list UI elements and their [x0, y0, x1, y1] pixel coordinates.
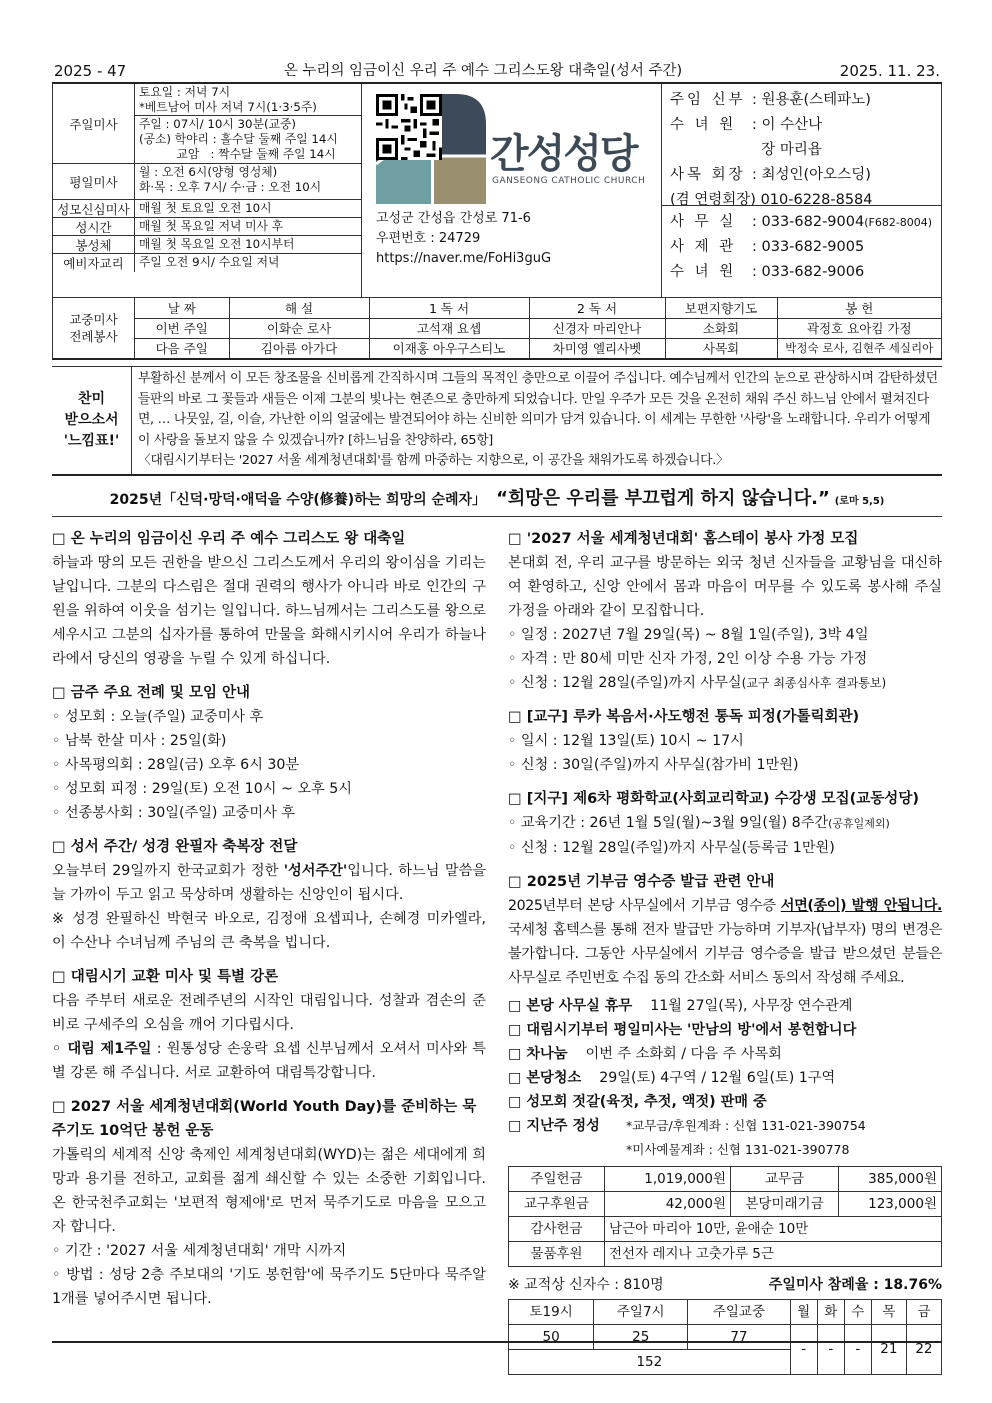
table-cell: 소화회	[665, 318, 777, 338]
issue-number: 2025 - 47	[54, 62, 127, 80]
section-body: 다음 주부터 새로운 전례주년의 시작인 대림입니다. 성찰과 겸손의 준비로 구세주의 오심을 깨어 기다립시다.	[52, 992, 486, 1033]
table-header: 해 설	[229, 298, 369, 318]
contact-label: 사 제 관	[670, 239, 737, 255]
weekday-mass-label: 평일미사	[53, 164, 135, 199]
schedule-value: 매월 첫 목요일 저녁 미사 후	[139, 219, 284, 233]
praise-text: 부활하신 분께서 이 모든 창조물을 신비롭게 간직하시며 그들의 목적인 충만으로 이끌어 주십니다. 예수님께서 인간의 눈으로 관상하시며 감탄하셨던 들판의 바로 그 꽃들과 새들은 이제 그분의 빛나는 현존으로 충만하게 되었습니다. 만일 우주가 모든 것을 온전히 채워 주신 하느님 안에서 펼쳐진다면, … 나뭇잎, 길, 이슬, 가난한 이의 얼굴에는 발견되어야 하는 신비한 의미가 담겨 있습니다. 이 세계는 무한한 '사랑'을 노래합니다. 우리가 어떻게 이 사랑을 돌보지 않을 수 있겠습니까? [하느님을 찬양하라, 65항]	[138, 371, 938, 448]
bulletin-date: 2025. 11. 23.	[839, 62, 940, 80]
table-cell: 주일헌금	[509, 1166, 605, 1191]
table-header: 토19시	[509, 1299, 594, 1324]
staff-name: 장 마리욥	[752, 142, 822, 158]
table-cell: 전선자 레지나 고춧가루 5근	[605, 1241, 942, 1266]
table-cell: -	[790, 1324, 817, 1374]
council-phone: (겸 연령회장) 010-6228-8584	[670, 192, 873, 208]
table-cell: 152	[509, 1349, 791, 1374]
liturgy-label: 교중미사	[69, 312, 118, 327]
table-cell: 25	[594, 1324, 688, 1349]
section-title: □ 성서 주간/ 성경 완필자 축복장 전달	[52, 838, 298, 855]
schedule-label: 성시간	[53, 218, 135, 235]
table-header: 2 독 서	[529, 298, 665, 318]
table-header: 날 짜	[135, 298, 229, 318]
left-column	[52, 527, 486, 1375]
bible-week-bold: '성서주간'	[283, 862, 348, 879]
weekday-mass: 화·목 : 오후 7시/ 수·금 : 오전 10시	[139, 180, 322, 194]
table-cell: -	[817, 1324, 844, 1374]
notice-title: □ 차나눔	[508, 1045, 568, 1062]
sunday-mass-label: 주일미사	[53, 84, 135, 163]
mission-gyoam: 교암 : 짝수달 둘째 주일 14시	[139, 147, 336, 161]
table-row	[509, 1324, 942, 1349]
table-cell: 사목회	[665, 338, 777, 358]
schedule-value: 주일 오전 9시/ 수요일 저녁	[139, 255, 280, 269]
notice-title: □ 본당청소	[508, 1069, 582, 1086]
sat-mass: 토요일 : 저녁 7시	[139, 85, 231, 99]
section-body: 가톨릭의 세계적 신앙 축제인 세계청년대회(WYD)는 젊은 세대에게 희망과 용기를 전하고, 교회를 젊게 쇄신할 수 있는 소중한 기회입니다. 온 한국천주교회는 '보편적 형제애'로 먼저 묵주기도로 마음을 모으고자 합니다.	[52, 1146, 486, 1235]
staff-role: 수 녀 원	[670, 117, 737, 133]
notice-title: □ 성모회 젓갈(육젓, 추젓, 액젓) 판매 중	[508, 1093, 767, 1110]
account-number: *미사예물계좌 : 신협 131-021-390778	[626, 1141, 850, 1157]
table-cell: 고석재 요셉	[369, 318, 529, 338]
table-cell: 교무금	[731, 1166, 839, 1191]
section-body: 하늘과 땅의 모든 권한을 받으신 그리스도께서 우리의 왕이심을 기리는 날입니다. 그분의 다스림은 절대 권력의 행사가 아니라 바로 인간의 구원을 위하여 이웃을 섬기는 일입니다. 하느님께서는 그리스도를 왕으로 세우시고 그분의 십자가를 통하여 만물을 화해시키시어 우리가 하늘나라에서 당신의 영광을 누릴 수 있게 하십니다.	[52, 554, 486, 667]
qr-code-icon[interactable]	[376, 94, 442, 160]
table-row	[509, 1166, 942, 1191]
liturgy-label: 전례봉사	[69, 329, 118, 344]
notice-title: □ 지난주 정성	[508, 1117, 600, 1134]
list-item: ◦ 교육기간 : 26년 1월 5일(월)~3월 9일(월) 8주간	[508, 814, 829, 831]
banner-ref: (로마 5,5)	[834, 495, 885, 507]
table-row	[509, 1241, 942, 1266]
table-header: 수	[844, 1299, 871, 1324]
table-cell: 곽정호 요아킴 가정	[777, 318, 942, 338]
table-cell: 차미영 엘리사벳	[529, 338, 665, 358]
banner-quote: “희망은 우리를 부끄럽게 하지 않습니다.”	[496, 487, 830, 509]
section-body: 2025년부터 본당 사무실에서 기부금 영수증	[508, 897, 781, 914]
table-cell: 42,000원	[605, 1191, 731, 1216]
section-title: □ [지구] 제6차 평화학교(사회교리학교) 수강생 모집(교동성당)	[508, 790, 919, 807]
praise-label: 받으소서	[64, 411, 119, 428]
list-item: ◦ 신청 : 12월 28일(주일)까지 사무실	[508, 674, 742, 691]
section-body: : 원통성당 손웅락 요셉 신부님께서 오셔서 미사와 특별 강론 해 주십니다. 서로 교환하여 대림특강합니다.	[52, 1040, 486, 1081]
table-cell: 교구후원금	[509, 1191, 605, 1216]
list-item: ◦ 성모회 : 오늘(주일) 교중미사 후	[52, 708, 264, 725]
registered-members: ※ 교적상 신자수 : 810명	[508, 1276, 664, 1293]
bulletin-page	[52, 58, 942, 1375]
table-cell: 감사헌금	[509, 1216, 605, 1241]
table-cell: -	[844, 1324, 871, 1374]
table-header: 주일교중	[688, 1299, 790, 1324]
table-cell: 385,000원	[839, 1166, 942, 1191]
contact-label: 사 무 실	[670, 214, 737, 230]
schedule-label: 성모신심미사	[53, 200, 135, 217]
convent-phone[interactable]: : 033-682-9006	[752, 264, 865, 280]
table-cell: 이번 주일	[135, 318, 229, 338]
list-item: ◦ 신청 : 30일(주일)까지 사무실(참가비 1만원)	[508, 756, 799, 773]
praise-label: 찬미	[77, 390, 106, 407]
table-header: 목	[871, 1299, 906, 1324]
table-cell: 남근아 마리아 10만, 윤애순 10만	[605, 1216, 942, 1241]
sunday-mass-times: 주일 : 07시/ 10시 30분(교중)	[139, 117, 296, 131]
schedule-label: 예비자교리	[53, 254, 135, 272]
banner-theme: 2025년「신덕·망덕·애덕을 수양(修養)하는 희망의 순례자」	[109, 491, 487, 508]
notice-title: □ 본당 사무실 휴무	[508, 997, 633, 1014]
table-header: 보편지향기도	[665, 298, 777, 318]
church-logo-block	[362, 84, 662, 297]
section-body: 오늘부터 29일까지 한국교회가 정한	[52, 862, 284, 879]
liturgy-duty-table	[52, 298, 942, 360]
section-title: □ '2027 서울 세계청년대회' 홈스테이 봉사 가정 모집	[508, 530, 859, 547]
rectory-phone[interactable]: : 033-682-9005	[752, 239, 865, 255]
vietnamese-mass: *베트남어 미사 저녁 7시(1·3·5주)	[139, 100, 317, 114]
table-header: 월	[790, 1299, 817, 1324]
staff-name: : 이 수산나	[752, 117, 823, 133]
table-row	[135, 338, 942, 358]
table-cell: 1,019,000원	[605, 1166, 731, 1191]
schedule-value: 매월 첫 목요일 오전 10시부터	[139, 237, 295, 251]
list-item-note: (교구 최종심사후 결과통보)	[741, 675, 887, 690]
table-header: 주일7시	[594, 1299, 688, 1324]
notices-columns	[52, 517, 942, 1375]
notice-title: □ 대림시기부터 평일미사는 '만남의 방'에서 봉헌합니다	[508, 1021, 857, 1038]
mission-hakya: (공소) 학야리 : 홀수달 둘째 주일 14시	[139, 132, 338, 146]
section-title: □ 2025년 기부금 영수증 발급 관련 안내	[508, 873, 775, 890]
schedule-value: 매월 첫 토요일 오전 10시	[139, 201, 272, 215]
staff-role: 주임 신부	[670, 92, 746, 108]
table-cell: 이화순 로사	[229, 318, 369, 338]
table-cell: 이재홍 아우구스티노	[369, 338, 529, 358]
schedule-label: 봉성체	[53, 236, 135, 253]
table-header: 화	[817, 1299, 844, 1324]
table-cell: 50	[509, 1324, 594, 1349]
table-header: 봉 헌	[777, 298, 942, 318]
list-item: ◦ 신청 : 12월 28일(주일)까지 사무실(등록금 1만원)	[508, 839, 835, 856]
postal-code: 우편번호 : 24729	[376, 231, 481, 246]
list-item: ◦ 일시 : 12월 13일(토) 10시 ~ 17시	[508, 732, 744, 749]
table-cell: 본당미래기금	[731, 1191, 839, 1216]
church-wordmark: 간성성당	[490, 131, 637, 177]
staff-name: : 최성인(아오스딩)	[752, 167, 871, 183]
table-row	[509, 1216, 942, 1241]
list-item-note: (공휴일제외)	[828, 816, 890, 830]
notice-value: 이번 주 소화회 / 다음 주 사목회	[567, 1045, 782, 1062]
laudato-si-box	[52, 366, 942, 476]
staff-name: : 원용훈(스테파노)	[752, 92, 871, 108]
table-cell: 물품후원	[509, 1241, 605, 1266]
praise-label: '느낌표!'	[63, 432, 120, 449]
list-item: ◦ 기간 : '2027 서울 세계청년대회' 개막 시까지	[52, 1242, 347, 1259]
praise-note: 〈대림시기부터는 '2027 서울 세계청년대회'를 함께 마중하는 지향으로, 이 공간을 채워가도록 하겠습니다.〉	[138, 453, 729, 468]
section-body: 국세청 홈텍스를 통해 전자 발급만 가능하며 기부자(납부자) 명의 변경은 불가합니다. 그동안 사무실에서 기부금 영수증을 발급 받으셨던 분들은 사무실로 주민번호 수집 동의 간소화 서비스 동의서 작성해 주세요.	[508, 921, 942, 986]
table-cell: 신경자 마리안나	[529, 318, 665, 338]
church-wordmark-sub: GANSEONG CATHOLIC CHURCH	[492, 176, 646, 186]
table-row	[509, 1191, 942, 1216]
list-item: ◦ 사목평의회 : 28일(금) 오후 6시 30분	[52, 756, 300, 773]
table-cell: 22	[906, 1324, 941, 1374]
table-cell: 77	[688, 1324, 790, 1349]
table-cell: 123,000원	[839, 1191, 942, 1216]
list-item: ◦ 성모회 피정 : 29일(토) 오전 10시 ~ 오후 5시	[52, 780, 352, 797]
table-cell: 김아름 아가다	[229, 338, 369, 358]
section-title: □ 온 누리의 임금이신 우리 주 예수 그리스도 왕 대축일	[52, 530, 406, 547]
short-notices	[508, 994, 942, 1162]
bottom-rule	[52, 1341, 942, 1343]
advent-first-sunday: ◦ 대림 제1주일	[52, 1040, 152, 1057]
right-column	[508, 527, 942, 1375]
section-body: ※ 성경 완필하신 박현국 바오로, 김정애 요셉피나, 손혜경 미카엘라, 이 수산나 수녀님께 주님의 큰 축복을 빕니다.	[52, 910, 486, 951]
monday-mass: 월 : 오전 6시(양형 영성체)	[139, 165, 278, 179]
staff-block	[662, 84, 942, 297]
church-url[interactable]: https://naver.me/FoHi3guG	[376, 251, 552, 266]
table-cell: 다음 주일	[135, 338, 229, 358]
table-cell: 박정숙 로사, 김현주 세실리아	[777, 338, 942, 358]
attendance-rate: 주일미사 참례율 : 18.76%	[768, 1276, 942, 1293]
section-title: □ 대림시기 교환 미사 및 특별 강론	[52, 968, 279, 985]
notice-value: 11월 27일(목), 사무장 연수관계	[632, 997, 853, 1014]
list-item: ◦ 남북 한살 미사 : 25일(화)	[52, 732, 227, 749]
church-address: 고성군 간성읍 간성로 71-6	[376, 211, 531, 226]
mass-schedule	[52, 84, 362, 297]
info-block	[52, 84, 942, 298]
list-item: ◦ 선종봉사회 : 30일(주일) 교중미사 후	[52, 804, 295, 821]
feast-title: 온 누리의 임금이신 우리 주 예수 그리스도왕 대축일(성서 주간)	[283, 63, 683, 79]
office-fax: (F682-8004)	[864, 216, 933, 229]
offering-table	[508, 1166, 942, 1267]
contact-label: 수 녀 원	[670, 264, 737, 280]
jubilee-banner	[52, 476, 942, 517]
account-number: *교무금/후원계좌 : 신협 131-021-390754	[626, 1117, 866, 1133]
attendance-stats	[508, 1273, 942, 1297]
no-paper-receipt: 서면(종이) 발행 안됩니다.	[780, 897, 942, 914]
section-body: 입니다. 하느님 말씀을 늘 가까이 두고 읽고 묵상하며 생활하는 신앙인이 됩시다.	[52, 862, 486, 903]
attendance-table	[508, 1299, 942, 1375]
section-title: □ [교구] 루카 복음서·사도행전 통독 피정(가톨릭회관)	[508, 708, 860, 725]
table-row	[135, 318, 942, 338]
table-cell: 21	[871, 1324, 906, 1374]
staff-role: 사목 회장	[670, 167, 746, 183]
section-title: □ 2027 서울 세계청년대회(World Youth Day)를 준비하는 묵주기도 10억단 봉헌 운동	[52, 1098, 477, 1139]
list-item: ◦ 자격 : 만 80세 미만 신자 가정, 2인 이상 수용 가능 가정	[508, 650, 868, 667]
notice-value: 29일(토) 4구역 / 12월 6일(토) 1구역	[581, 1069, 836, 1086]
list-item: ◦ 방법 : 성당 2층 주보대의 '기도 봉헌함'에 묵주기도 5단마다 묵주알 1개를 넣어주시면 됩니다.	[52, 1266, 486, 1307]
list-item: ◦ 일정 : 2027년 7월 29일(목) ~ 8월 1일(주일), 3박 4일	[508, 626, 869, 643]
staff-role	[670, 138, 752, 163]
table-header: 금	[906, 1299, 941, 1324]
section-title: □ 금주 주요 전례 및 모임 안내	[52, 684, 251, 701]
header-bar	[52, 58, 942, 84]
table-header: 1 독 서	[369, 298, 529, 318]
section-body: 본대회 전, 우리 교구를 방문하는 외국 청년 신자들을 교황님을 대신하여 환영하고, 신앙 안에서 몸과 마음이 머무를 수 있도록 봉사해 주실 가정을 아래와 같이 모집합니다.	[508, 554, 942, 619]
office-phone[interactable]: : 033-682-9004	[752, 214, 865, 230]
